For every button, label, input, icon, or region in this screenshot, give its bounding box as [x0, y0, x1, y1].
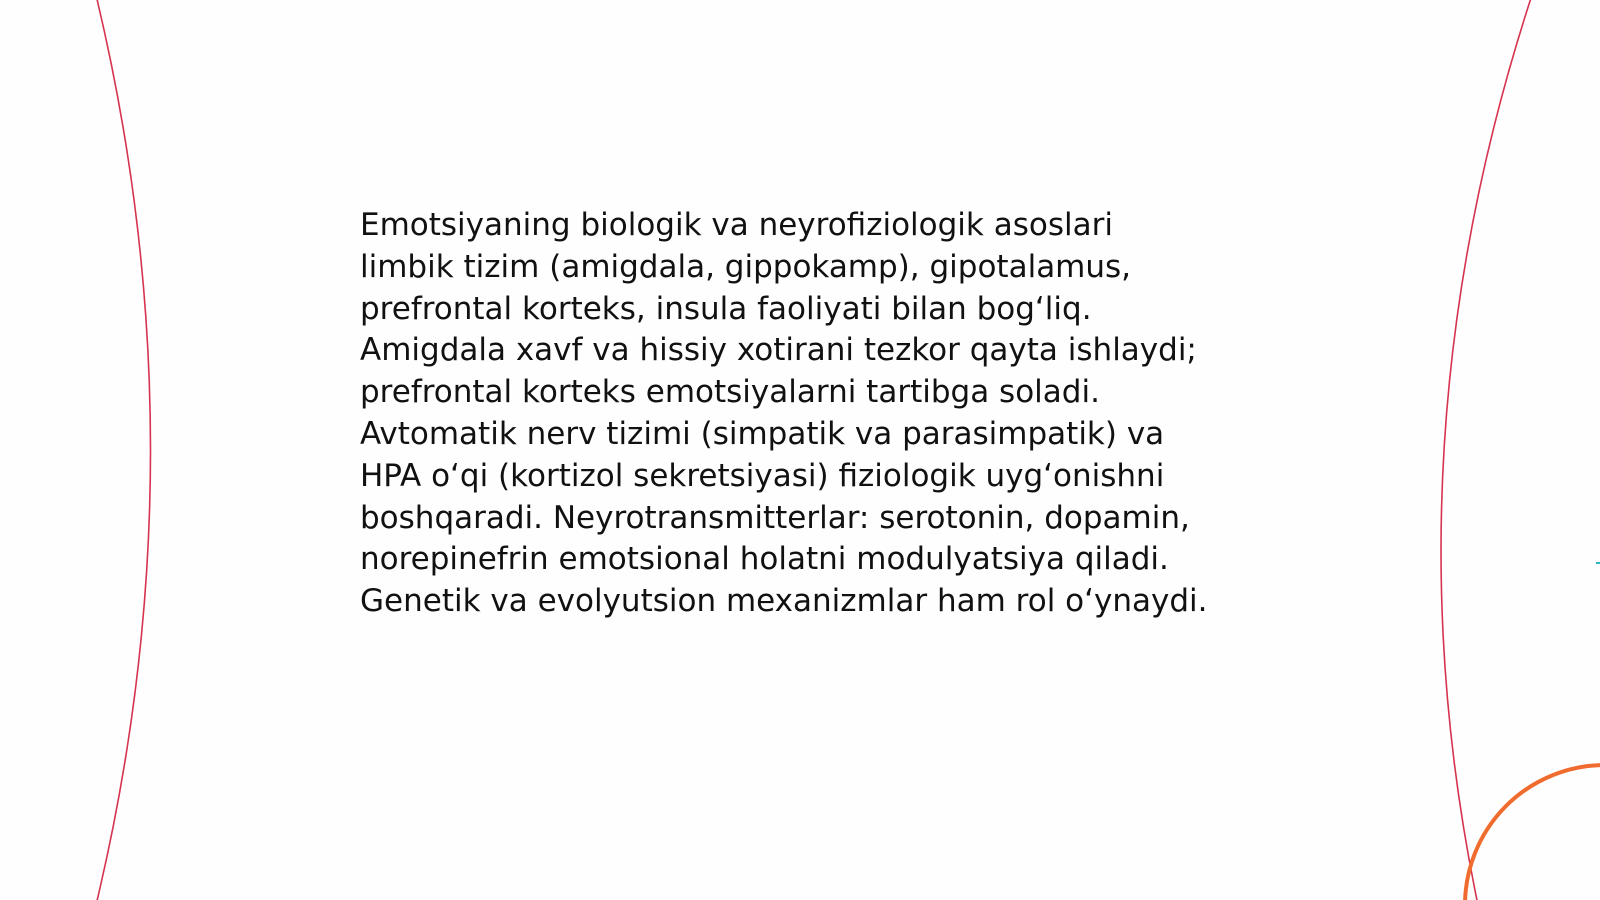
body-line: Avtomatik nerv tizimi (simpatik va parasimpatik) va — [360, 415, 1165, 452]
body-line: Genetik va evolyutsion mexanizmlar ham rol o‘ynaydi. — [360, 583, 1208, 620]
body-line: HPA o‘qi (kortizol sekretsiyasi) fiziologik uyg‘onishni — [360, 457, 1165, 494]
body-line: norepinefrin emotsional holatni modulyatsiya qiladi. — [360, 541, 1169, 578]
body-line: Emotsiyaning biologik va neyrofiziologik asoslari — [360, 207, 1113, 243]
body-line: prefrontal korteks, insula faoliyati bilan bog‘liq. — [360, 290, 1092, 327]
body-line: limbik tizim (amigdala, gippokamp), gipotalamus, — [360, 248, 1132, 285]
body-line: prefrontal korteks emotsiyalarni tartibga soladi. — [360, 374, 1100, 411]
body-line: boshqaradi. Neyrotransmitterlar: serotonin, dopamin, — [360, 499, 1190, 536]
orange-circle-outline — [1465, 765, 1600, 900]
left-arc-curve — [96, 0, 151, 900]
right-arc-curve — [1441, 0, 1532, 900]
body-text — [360, 205, 1260, 623]
body-line: Amigdala xavf va hissiy xotirani tezkor qayta ishlaydi; — [360, 332, 1197, 369]
